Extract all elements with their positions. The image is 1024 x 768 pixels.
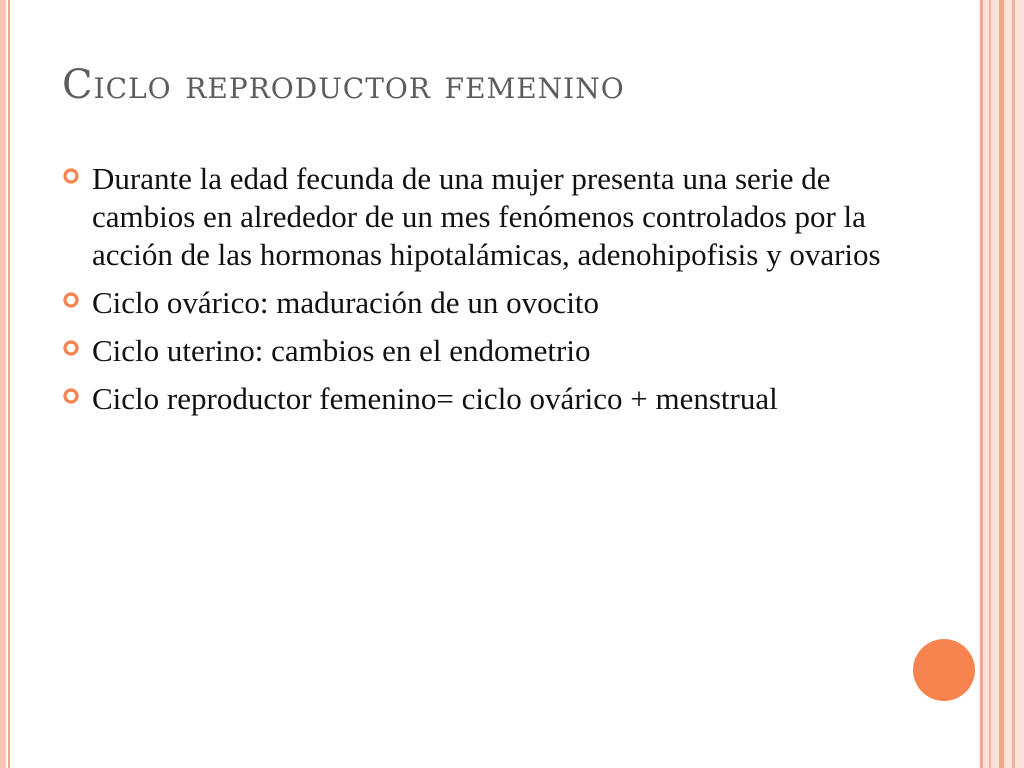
bullet-item: [62, 284, 932, 322]
bullet-item: [62, 332, 932, 370]
orange-circle-decoration: [913, 639, 975, 701]
bullet-list: [62, 160, 932, 428]
bullet-text: Ciclo reproductor femenino= ciclo ovárico + menstrual: [92, 381, 778, 416]
bullet-text: Ciclo ovárico: maduración de un ovocito: [92, 285, 600, 320]
right-stripe: [1012, 0, 1015, 768]
bullet-text: Ciclo uterino: cambios en el endometrio: [92, 333, 591, 368]
right-stripe: [980, 0, 983, 768]
ring-bullet-icon: [62, 284, 92, 309]
bullet-item: [62, 380, 932, 418]
ring-bullet-icon: [62, 380, 92, 405]
ring-bullet-icon: [62, 332, 92, 357]
left-border-decoration: [0, 0, 6, 768]
slide-title: Ciclo reproductor femenino: [62, 62, 625, 108]
left-border-line: [8, 0, 10, 768]
right-stripe: [989, 0, 991, 768]
bullet-text: Durante la edad fecunda de una mujer presenta una serie de cambios en alrededor de un mes fenómenos controlados por la acción de las hormonas hipotalámicas, adenohipofisis y ovarios: [92, 161, 881, 272]
ring-bullet-icon: [62, 160, 92, 185]
bullet-item: [62, 160, 932, 274]
right-stripe: [999, 0, 1004, 768]
